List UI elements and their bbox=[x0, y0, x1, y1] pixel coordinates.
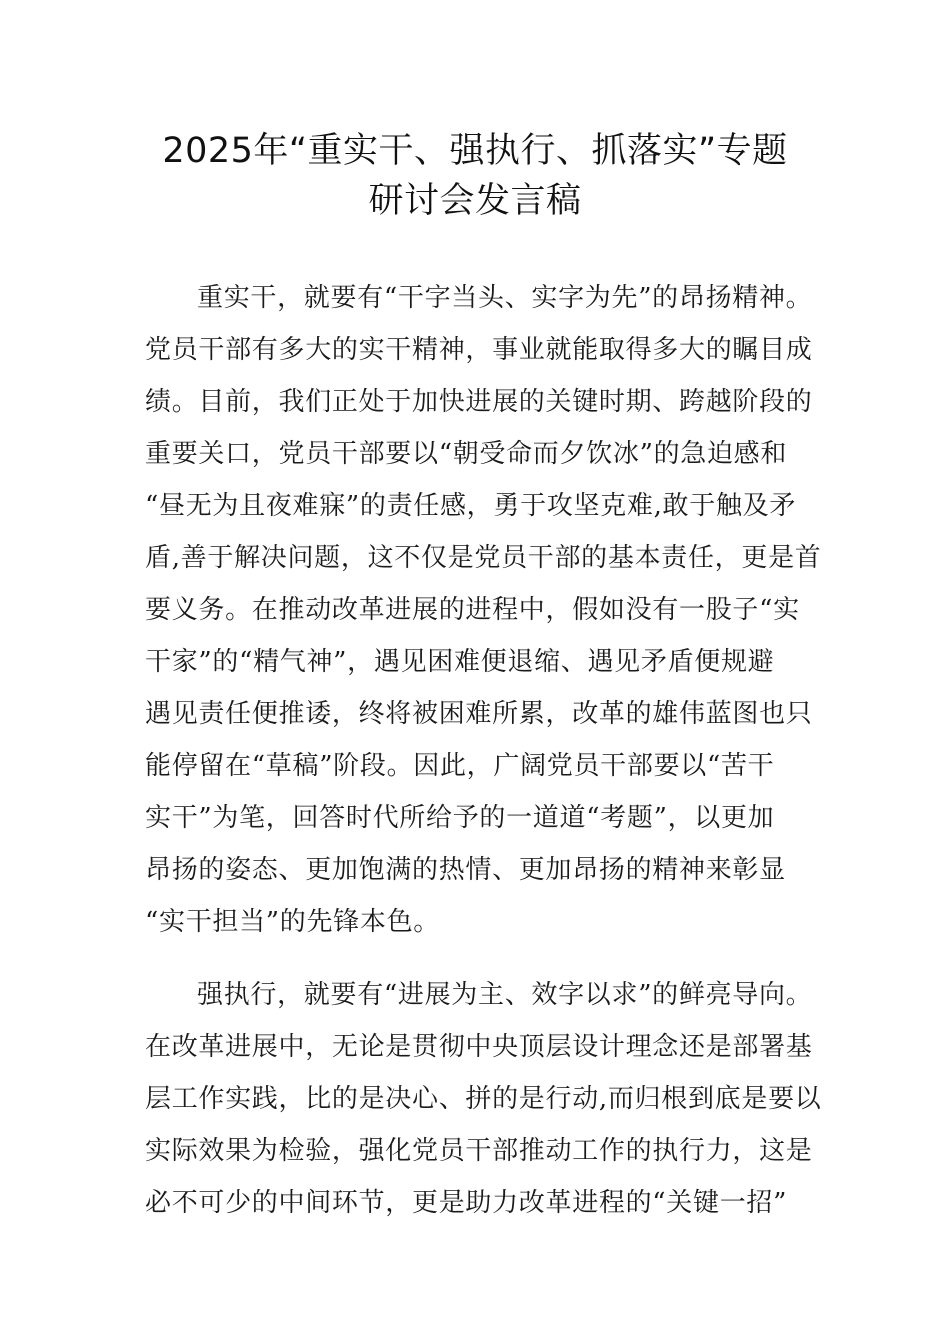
paragraph-line: 在改革进展中，无论是贯彻中央顶层设计理念还是部署基 bbox=[145, 1032, 813, 1062]
paragraph-line: 必不可少的中间环节，更是助力改革进程的“关键一招” bbox=[145, 1188, 788, 1218]
document-title-line-2: 研讨会发言稿 bbox=[368, 181, 582, 221]
paragraph-line: 强执行，就要有“进展为主、效字以求”的鲜亮导向。 bbox=[197, 980, 813, 1010]
paragraph-line: 层工作实践，比的是决心、拼的是行动,而归根到底是要以 bbox=[145, 1084, 822, 1114]
paragraph-line: 盾,善于解决问题，这不仅是党员干部的基本责任，更是首 bbox=[145, 543, 822, 573]
paragraph-line: 遇见责任便推诿，终将被困难所累，改革的雄伟蓝图也只 bbox=[145, 699, 813, 729]
paragraph-line: 实干”为笔，回答时代所给予的一道道“考题”，以更加 bbox=[145, 803, 775, 833]
paragraph-line: “昼无为且夜难寐”的责任感，勇于攻坚克难,敢于触及矛 bbox=[145, 491, 797, 521]
document-title-line-1: 2025年“重实干、强执行、抓落实”专题 bbox=[162, 131, 788, 171]
paragraph-line: 绩。目前，我们正处于加快进展的关键时期、跨越阶段的 bbox=[145, 387, 813, 417]
paragraph-line: 重要关口，党员干部要以“朝受命而夕饮冰”的急迫感和 bbox=[145, 439, 788, 469]
paragraph-line: 要义务。在推动改革进展的进程中，假如没有一股子“实 bbox=[145, 595, 800, 625]
paragraph-line: 能停留在“草稿”阶段。因此，广阔党员干部要以“苦干 bbox=[145, 751, 775, 781]
paragraph-line: 干家”的“精气神”，遇见困难便退缩、遇见矛盾便规避 bbox=[145, 647, 775, 677]
paragraph-line: 党员干部有多大的实干精神，事业就能取得多大的瞩目成 bbox=[145, 335, 813, 365]
paragraph-line: 重实干，就要有“干字当头、实字为先”的昂扬精神。 bbox=[197, 283, 813, 313]
paragraph-line: 实际效果为检验，强化党员干部推动工作的执行力，这是 bbox=[145, 1136, 813, 1166]
paragraph-line: “实干担当”的先锋本色。 bbox=[145, 907, 440, 937]
paragraph-line: 昂扬的姿态、更加饱满的热情、更加昂扬的精神来彰显 bbox=[145, 855, 786, 885]
